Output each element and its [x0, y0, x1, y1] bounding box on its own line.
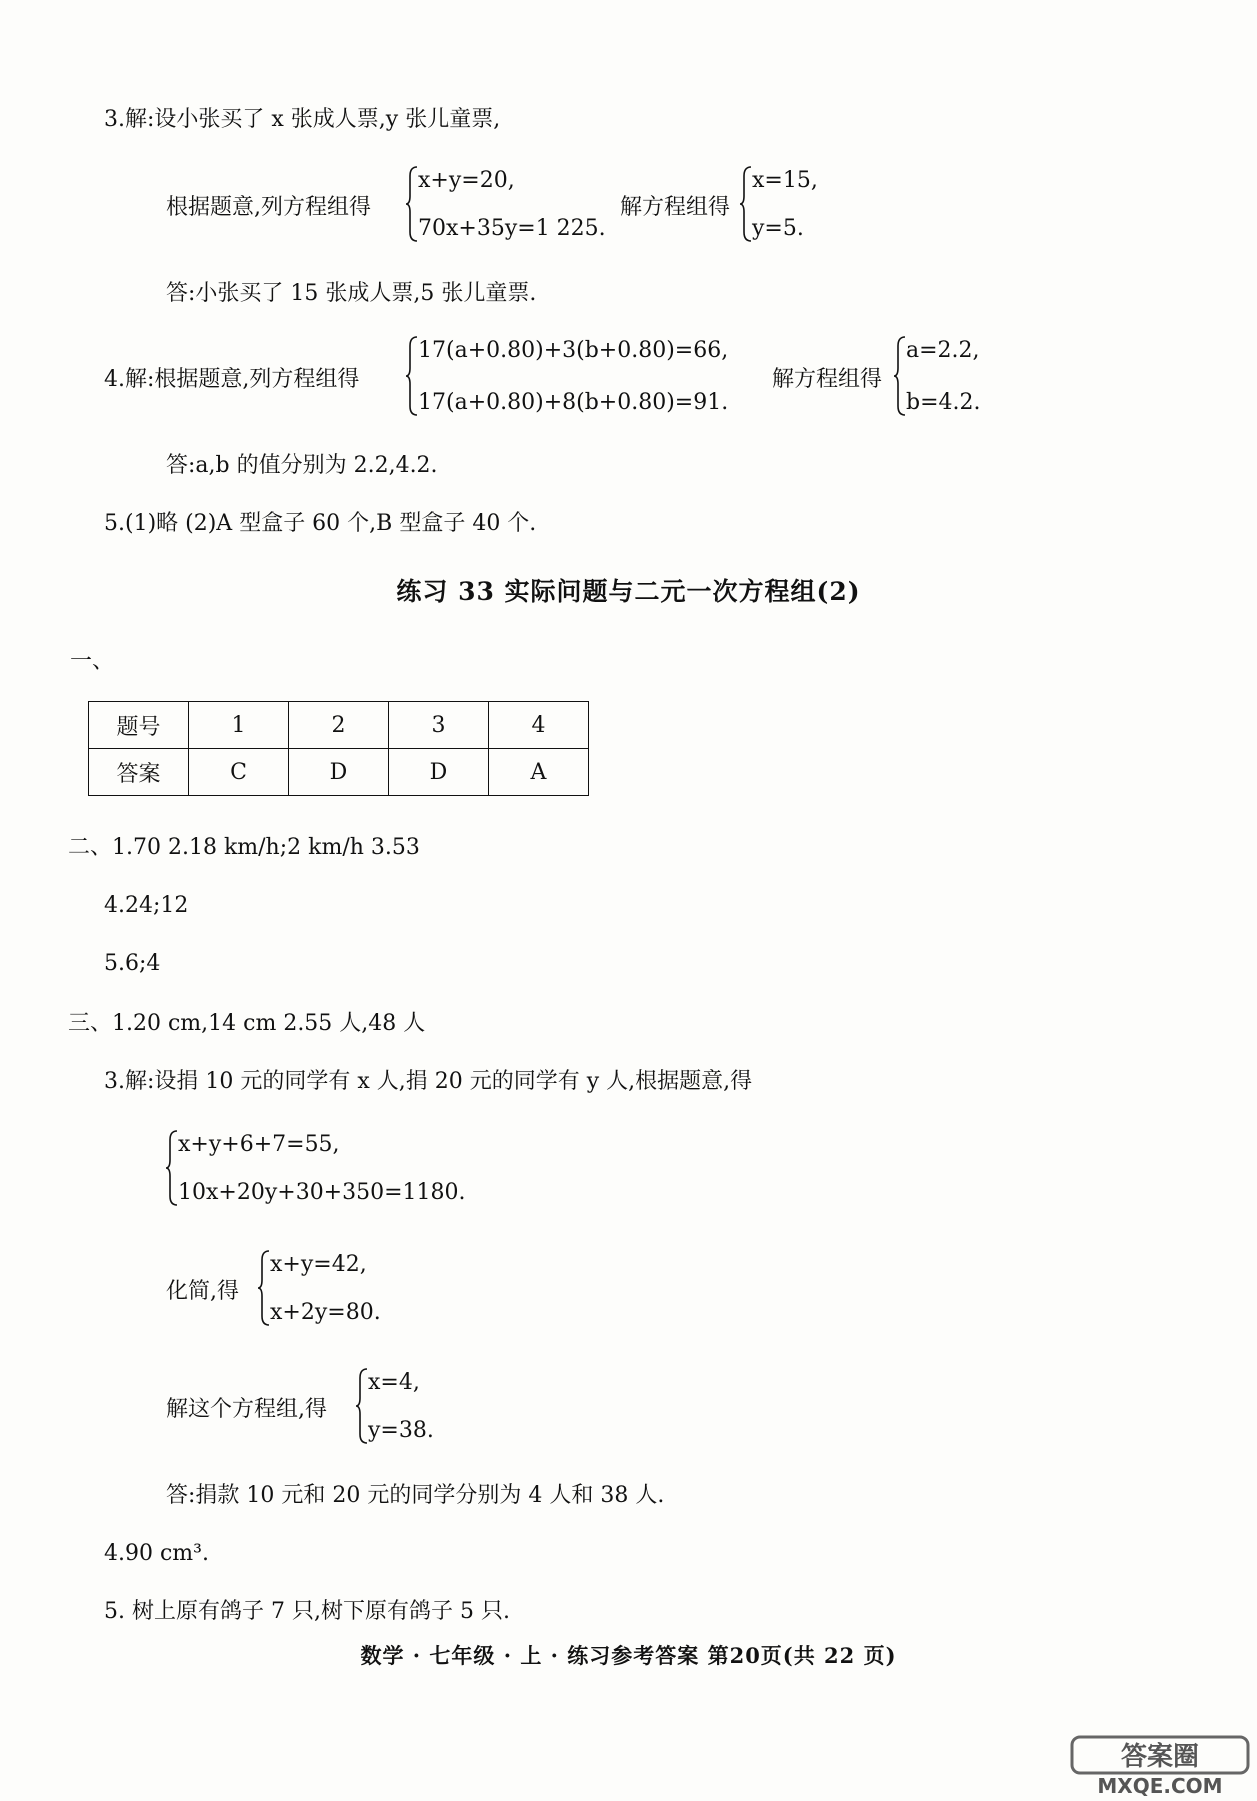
- part3-sys2-eq1: x+y=42,: [270, 1252, 367, 1277]
- p4-eq2: 17(a+0.80)+8(b+0.80)=91.: [418, 390, 729, 415]
- p3-equation-system: [406, 166, 636, 242]
- part3-q3-intro: 3.解:设捐 10 元的同学有 x 人,捐 20 元的同学有 y 人,根据题意,得: [104, 1069, 753, 1094]
- p4-sol2: b=4.2.: [906, 390, 981, 415]
- row-label-number: 题号: [89, 702, 189, 749]
- table-row: [89, 702, 589, 749]
- p4-sol1: a=2.2,: [906, 338, 980, 363]
- p3-lead: 根据题意,列方程组得: [166, 195, 371, 220]
- p4-answer: 答:a,b 的值分别为 2.2,4.2.: [166, 453, 438, 478]
- part3-q5: 5. 树上原有鸽子 7 只,树下原有鸽子 5 只.: [104, 1599, 510, 1624]
- left-brace-icon: [406, 166, 418, 242]
- answer-cell: A: [489, 749, 589, 796]
- p4-eq1: 17(a+0.80)+3(b+0.80)=66,: [418, 338, 729, 363]
- left-brace-icon: [894, 336, 906, 416]
- svg-text:答案圈: 答案圈: [1120, 1742, 1200, 1772]
- part3-sys1-eq2: 10x+20y+30+350=1180.: [178, 1180, 466, 1205]
- question-number-cell: 1: [189, 702, 289, 749]
- left-brace-icon: [166, 1130, 178, 1206]
- watermark-logo: [1070, 1735, 1250, 1797]
- p4-lead: 4.解:根据题意,列方程组得: [104, 367, 360, 392]
- p3-answer: 答:小张买了 15 张成人票,5 张儿童票.: [166, 281, 537, 306]
- question-number-cell: 3: [389, 702, 489, 749]
- part3-simplify-lead: 化简,得: [166, 1279, 239, 1304]
- p3-eq1: x+y=20,: [418, 168, 515, 193]
- part3-system2: [258, 1250, 418, 1326]
- part3-sys2-eq2: x+2y=80.: [270, 1300, 381, 1325]
- part3-sys3-eq1: x=4,: [368, 1370, 420, 1395]
- left-brace-icon: [406, 336, 418, 416]
- left-brace-icon: [258, 1250, 270, 1326]
- p4-solve-lead: 解方程组得: [772, 367, 883, 392]
- section-title: 练习 33 实际问题与二元一次方程组(2): [396, 577, 861, 606]
- part3-sys1-eq1: x+y+6+7=55,: [178, 1132, 340, 1157]
- p3-solve-lead: 解方程组得: [620, 195, 731, 220]
- p4-solution-system: [894, 336, 1014, 416]
- answer-cell: D: [289, 749, 389, 796]
- left-brace-icon: [356, 1368, 368, 1444]
- part3-system1: [166, 1130, 526, 1206]
- part1-label: 一、: [70, 649, 115, 674]
- part3-sys3-eq2: y=38.: [368, 1418, 434, 1443]
- question-number-cell: 2: [289, 702, 389, 749]
- table-row: [89, 749, 589, 796]
- part2-line2: 4.24;12: [104, 893, 189, 918]
- p3-sol2: y=5.: [752, 216, 804, 241]
- p3-sol1: x=15,: [752, 168, 818, 193]
- part2-line3: 5.6;4: [104, 951, 161, 976]
- question-number-cell: 4: [489, 702, 589, 749]
- p4-equation-system: [406, 336, 766, 416]
- answer-table: [88, 701, 589, 796]
- part3-answer: 答:捐款 10 元和 20 元的同学分别为 4 人和 38 人.: [166, 1483, 665, 1508]
- row-label-answer: 答案: [89, 749, 189, 796]
- part3-line1: 三、1.20 cm,14 cm 2.55 人,48 人: [68, 1011, 426, 1036]
- answer-cell: C: [189, 749, 289, 796]
- part3-system3: [356, 1368, 476, 1444]
- p3-intro: 3.解:设小张买了 x 张成人票,y 张儿童票,: [104, 107, 501, 132]
- p3-solution-system: [740, 166, 850, 242]
- part3-solve-lead: 解这个方程组,得: [166, 1397, 327, 1422]
- watermark-logo-icon: [1070, 1735, 1250, 1797]
- part3-q4: 4.90 cm³.: [104, 1541, 209, 1566]
- left-brace-icon: [740, 166, 752, 242]
- p3-eq2: 70x+35y=1 225.: [418, 216, 606, 241]
- p5-line: 5.(1)略 (2)A 型盒子 60 个,B 型盒子 40 个.: [104, 511, 537, 536]
- part2-line1: 二、1.70 2.18 km/h;2 km/h 3.53: [68, 835, 420, 860]
- answer-cell: D: [389, 749, 489, 796]
- svg-text:MXQE.COM: MXQE.COM: [1097, 1774, 1223, 1797]
- page-footer: 数学 · 七年级 · 上 · 练习参考答案 第20页(共 22 页): [360, 1643, 897, 1668]
